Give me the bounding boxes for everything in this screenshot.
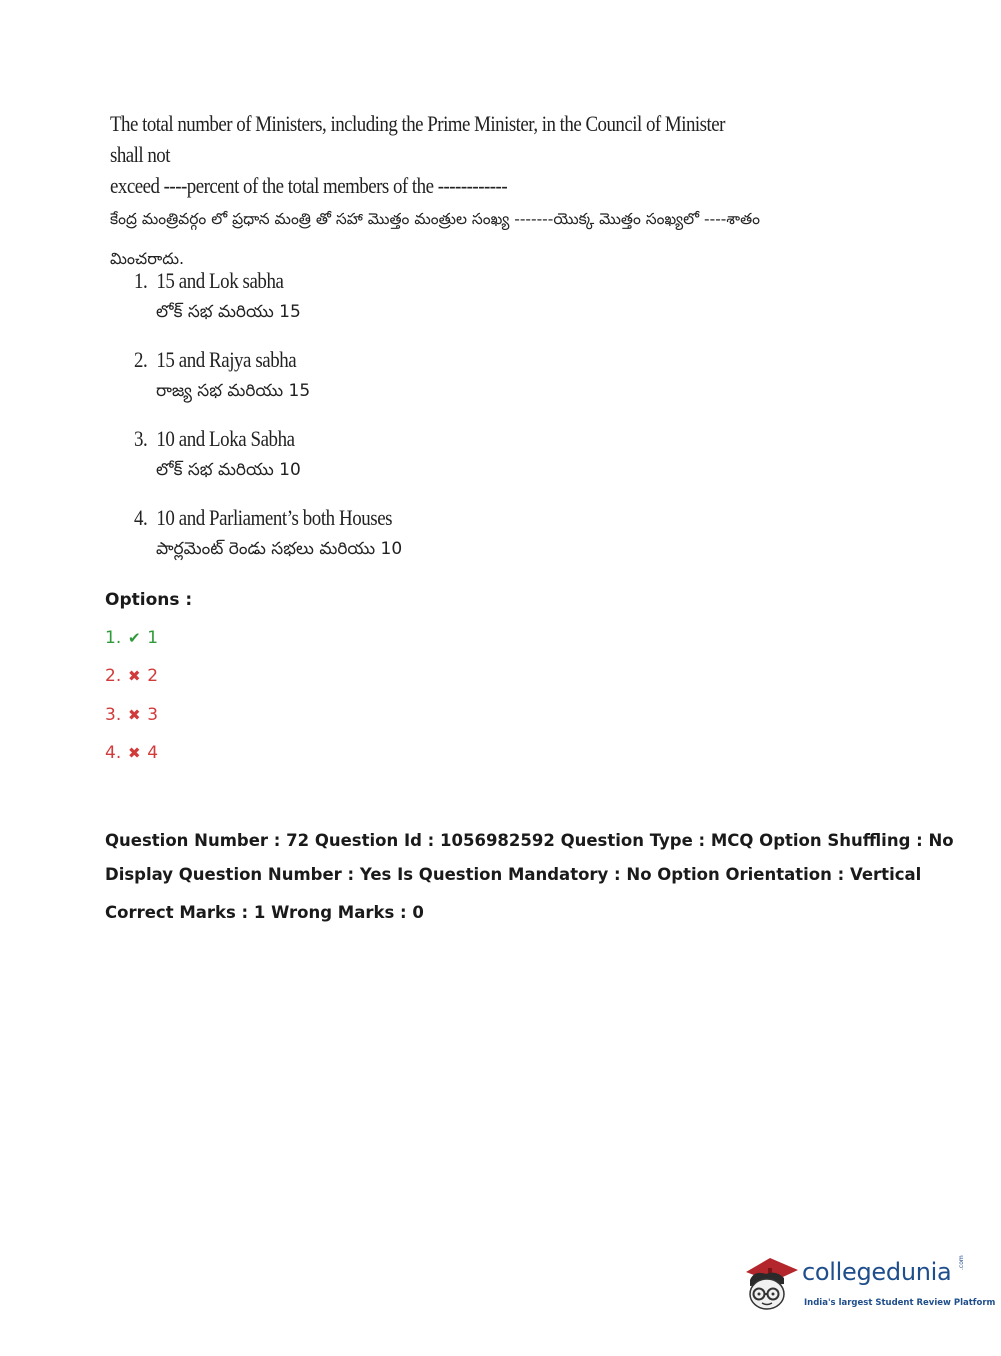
choice-number: 4.: [134, 505, 148, 530]
choice-english: 10 and Loka Sabha: [156, 426, 295, 451]
options-heading: Options :: [105, 590, 193, 610]
option-item: [105, 742, 158, 780]
choice-telugu: పార్లమెంట్ రెండు సభలు మరియు 10: [156, 539, 403, 559]
logo-domain: .com: [958, 1255, 965, 1270]
question-telugu-line-2: మించరాదు.: [110, 249, 185, 268]
option-number: 1.: [105, 628, 122, 648]
choice-number: 1.: [134, 268, 148, 293]
question-text: [110, 108, 760, 279]
choice-telugu: రాజ్య సభ మరియు 15: [156, 381, 311, 401]
logo-tagline: India's largest Student Review Platform: [804, 1298, 996, 1308]
question-english: [110, 108, 729, 201]
choice-item: [134, 503, 534, 582]
option-number: 3.: [105, 704, 122, 725]
cross-icon: ✖: [127, 705, 141, 724]
choice-number: 2.: [134, 347, 148, 372]
choice-item: [134, 345, 534, 424]
choice-english: 15 and Lok sabha: [156, 268, 284, 293]
choice-english: 10 and Parliament’s both Houses: [156, 505, 393, 530]
option-item: [105, 627, 158, 665]
option-number: 4.: [105, 742, 122, 763]
check-icon: ✔: [127, 629, 141, 647]
metadata-line-3: Correct Marks : 1 Wrong Marks : 0: [105, 903, 424, 922]
metadata-line-1: Question Number : 72 Question Id : 1056982592 Question Type : MCQ Option Shuffling : No: [105, 831, 954, 850]
option-value: 4: [147, 742, 159, 763]
question-english-line-2: exceed ----percent of the total members of the ------------: [110, 173, 508, 198]
options-list: [105, 627, 158, 780]
choice-item: [134, 266, 534, 345]
cross-icon: ✖: [127, 667, 141, 686]
option-value: 1: [147, 628, 159, 648]
option-item: [105, 665, 158, 703]
choice-number: 3.: [134, 426, 148, 451]
mascot-icon: [740, 1250, 802, 1314]
option-item: [105, 704, 158, 742]
metadata-line-2: Display Question Number : Yes Is Question Mandatory : No Option Orientation : Vertical: [105, 865, 922, 884]
choice-telugu: లోక్ సభ మరియు 10: [156, 460, 301, 480]
question-english-line-1: The total number of Ministers, including the Prime Minister, in the Council of Minister shall not: [110, 111, 725, 167]
logo-wordmark: collegedunia: [802, 1258, 952, 1286]
choice-item: [134, 424, 534, 503]
question-telugu-line-1: కేంద్ర మంత్రివర్గం లో ప్రధాన మంత్రి తో సహా మొత్తం మంత్రుల సంఖ్య -------యొక్క మొత్తం సంఖ్యలో ----శాతం: [110, 210, 760, 228]
collegedunia-logo: [740, 1248, 996, 1318]
option-number: 2.: [105, 666, 122, 687]
option-value: 2: [147, 666, 159, 687]
choice-english: 15 and Rajya sabha: [156, 347, 297, 372]
option-value: 3: [147, 704, 159, 725]
answer-choices: [134, 266, 534, 582]
question-metadata: [105, 824, 954, 930]
cross-icon: ✖: [127, 743, 141, 762]
choice-telugu: లోక్ సభ మరియు 15: [156, 302, 301, 322]
